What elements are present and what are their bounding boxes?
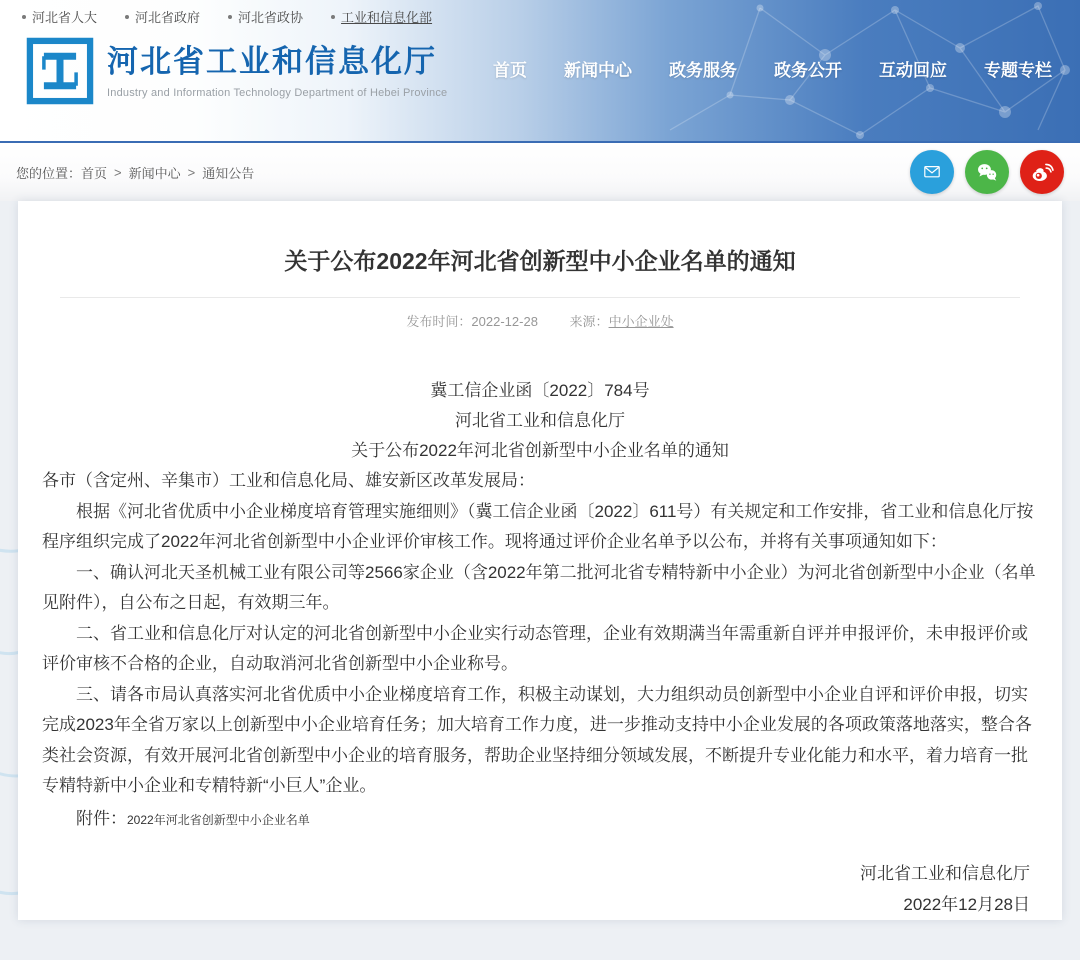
top-link-miit[interactable] <box>331 7 432 26</box>
source-link[interactable]: 中小企业处 <box>608 314 674 329</box>
article-meta <box>42 311 1038 330</box>
paragraph-item-1: 一、确认河北天圣机械工业有限公司等2566家企业（含2022年第二批河北省专精特新中小企业）为河北省创新型中小企业（名单见附件），自公布之日起，有效期三年。 <box>42 562 1036 612</box>
top-link-label: 河北省政协 <box>238 10 304 25</box>
top-link-label: 河北省政府 <box>135 10 201 25</box>
document-title: 关于公布2022年河北省创新型中小企业名单的通知 <box>351 441 729 460</box>
site-header <box>0 0 1080 143</box>
site-title: 河北省工业和信息化厅 <box>107 44 437 80</box>
publish-date: 发布时间：2022-12-28 <box>406 314 538 329</box>
email-icon <box>920 160 944 184</box>
attachment-line <box>42 804 1038 836</box>
document-issuer: 河北省工业和信息化厅 <box>455 411 625 430</box>
bullet-dot <box>125 15 129 19</box>
department-logo-icon <box>25 36 95 106</box>
nav-news-center[interactable]: 新闻中心 <box>564 61 632 80</box>
top-link-label: 河北省人大 <box>32 10 98 25</box>
site-title-english: Industry and Information Technology Department of Hebei Province <box>107 86 448 99</box>
breadcrumb-label: 您的位置： <box>16 165 82 181</box>
weibo-icon <box>1029 159 1056 186</box>
breadcrumb-notices[interactable]: 通知公告 <box>202 165 255 181</box>
main-content-area <box>0 201 1080 920</box>
signature-org: 河北省工业和信息化厅 <box>860 864 1030 883</box>
document-header <box>42 376 1038 466</box>
top-link-renda[interactable] <box>22 7 97 26</box>
attachment-label: 附件： <box>76 808 127 828</box>
source-wrap <box>570 314 674 329</box>
bullet-dot <box>22 15 26 19</box>
nav-gov-disclosure[interactable]: 政务公开 <box>774 61 842 80</box>
signature-date: 2022年12月28日 <box>903 895 1030 914</box>
top-link-label: 工业和信息化部 <box>341 10 433 25</box>
nav-interaction[interactable]: 互动回应 <box>879 61 947 80</box>
top-link-zhengxie[interactable] <box>228 7 303 26</box>
salutation-line: 各市（含定州、辛集市）工业和信息化局、雄安新区改革发展局： <box>42 471 535 490</box>
email-share-button[interactable] <box>910 150 954 194</box>
title-divider <box>60 297 1020 298</box>
breadcrumb-separator: > <box>114 164 122 180</box>
breadcrumb-home[interactable]: 首页 <box>81 165 108 181</box>
bullet-dot <box>331 15 335 19</box>
paragraph-item-3: 三、请各市局认真落实河北省优质中小企业梯度培育工作，积极主动谋划，大力组织动员创新型中小企业自评和评价申报，切实完成2023年全省万家以上创新型中小企业培育任务；加大培育工作力度，进一步推动支持中小企业发展的各项政策落地落实，整合各类社会资源，有效开展河北省创新型中小企业的培育服务，帮助企业坚持细分领域发展，不断提升专业化能力和水平，着力培育一批专精特新中小企业和专精特新“小巨人”企业。 <box>42 684 1032 795</box>
nav-home[interactable]: 首页 <box>493 61 527 80</box>
nav-special-topics[interactable]: 专题专栏 <box>984 61 1052 80</box>
top-links-bar <box>22 7 432 26</box>
wechat-icon <box>974 159 1001 186</box>
paragraph-basis: 根据《河北省优质中小企业梯度培育管理实施细则》（冀工信企业函〔2022〕611号）有关规定和工作安排，省工业和信息化厅按程序组织完成了2022年河北省创新型中小企业评价审核工作。现将通过评价企业名单予以公布，并将有关事项通知如下： <box>42 501 1034 551</box>
top-link-zhengfu[interactable] <box>125 7 200 26</box>
document-body <box>42 466 1038 835</box>
source-label: 来源： <box>569 314 609 329</box>
breadcrumb-bar <box>0 143 1080 201</box>
paragraph-item-2: 二、省工业和信息化厅对认定的河北省创新型中小企业实行动态管理，企业有效期满当年需重新自评并申报评价，未申报评价或评价审核不合格的企业，自动取消河北省创新型中小企业称号。 <box>42 623 1028 673</box>
weibo-share-button[interactable] <box>1020 150 1064 194</box>
article-title: 关于公布2022年河北省创新型中小企业名单的通知 <box>284 248 796 274</box>
attachment-link[interactable]: 2022年河北省创新型中小企业名单 <box>127 812 310 827</box>
nav-gov-services[interactable]: 政务服务 <box>669 61 737 80</box>
bullet-dot <box>228 15 232 19</box>
document-number: 冀工信企业函〔2022〕784号 <box>430 381 650 400</box>
breadcrumb-news-center[interactable]: 新闻中心 <box>128 165 181 181</box>
social-share-group <box>910 150 1064 194</box>
breadcrumb-separator: > <box>187 164 196 180</box>
site-brand[interactable] <box>25 36 447 106</box>
signature-block <box>42 858 1038 920</box>
main-navigation <box>493 56 1052 81</box>
wechat-share-button[interactable] <box>965 150 1009 194</box>
article-card <box>18 201 1062 920</box>
